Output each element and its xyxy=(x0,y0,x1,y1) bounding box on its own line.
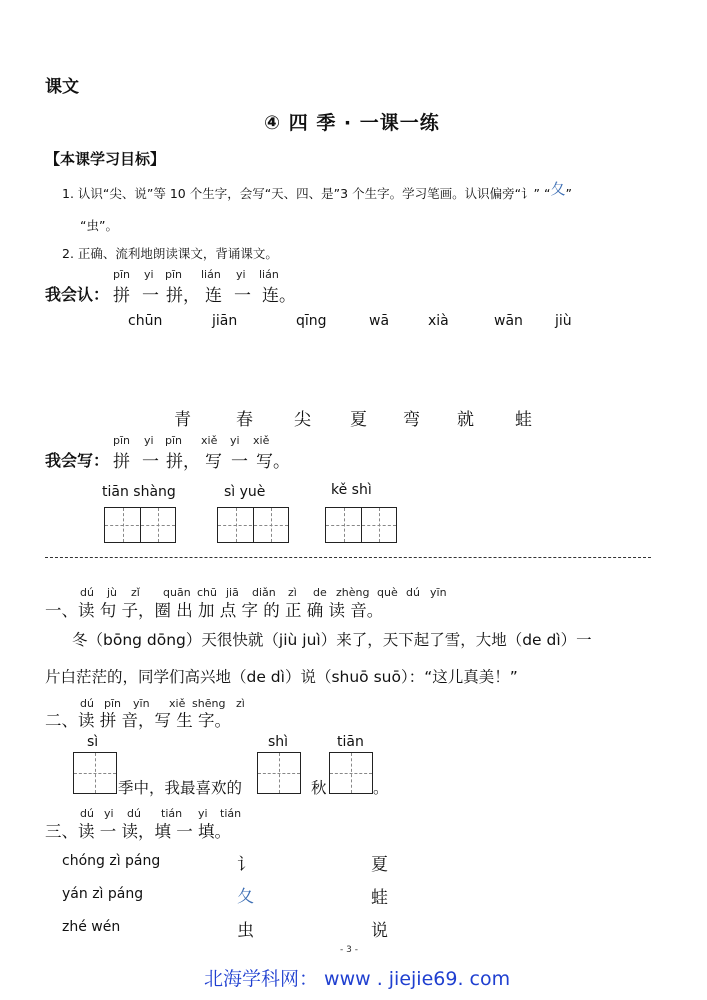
read-pinyin-5: yi xyxy=(236,268,246,281)
goal-1-radical: 夂 xyxy=(550,180,566,198)
q1-pinyin-6: jiā xyxy=(226,586,239,599)
q1-pinyin-5: chū xyxy=(197,586,217,599)
q1-sentence-1: 冬（bōng dōng）天很快就（jiù juì）来了，天下起了雪，大地（de dì）一 xyxy=(72,631,592,649)
write-hanzi-5: 一 xyxy=(231,452,248,472)
goal-1 xyxy=(62,182,572,203)
match-pinyin-7: jiù xyxy=(555,313,572,329)
write-pinyin-6: xiě xyxy=(253,434,270,447)
match-pinyin-3: qīng xyxy=(296,313,327,329)
write-pinyin-5: yi xyxy=(230,434,240,447)
q1-pinyin-12: dú xyxy=(406,586,420,599)
q2-pinyin-6: zì xyxy=(236,697,245,710)
read-pinyin-3: pīn xyxy=(165,268,183,281)
q1-pinyin-3: zǐ xyxy=(131,586,140,599)
match-pinyin-2: jiān xyxy=(212,313,238,329)
write-pinyin-4: xiě xyxy=(201,434,218,447)
read-hanzi-5: 一 xyxy=(234,286,251,306)
q3-pinyin-1: dú xyxy=(80,807,94,820)
q1-pinyin-4: quān xyxy=(163,586,191,599)
write-pinyin-2: yi xyxy=(144,434,154,447)
write-hanzi-4: 写 xyxy=(205,452,222,472)
footer-watermark: 北海学科网： www . jiejie69. com xyxy=(204,968,511,990)
write-grid-siyue[interactable] xyxy=(217,507,289,543)
q2-text-2: 秋 xyxy=(311,779,327,797)
goals-header: 【本课学习目标】 xyxy=(45,150,166,168)
write-grid-pinyin-1: tiān shàng xyxy=(102,484,176,500)
goal-1-text: 1. 认识“尖、说”等 10 个生字，会写“天、四、是”3 个生字。学习笔画。认识偏旁“讠” “ xyxy=(62,186,551,201)
write-label: 我会写： xyxy=(45,451,110,470)
q1-pinyin-11: què xyxy=(377,586,398,599)
write-grid-keshi[interactable] xyxy=(325,507,397,543)
q2-grid-pinyin-2: shì xyxy=(268,734,289,750)
match-char-3: 尖 xyxy=(294,410,311,430)
q2-grid-pinyin-3: tiān xyxy=(337,734,364,750)
q3-pinyin-6: tián xyxy=(220,807,242,820)
read-pinyin-4: lián xyxy=(201,268,221,281)
q3-row-1-pinyin: chóng zì páng xyxy=(62,853,161,869)
q1-pinyin-8: zì xyxy=(288,586,297,599)
match-char-4: 夏 xyxy=(350,410,367,430)
write-pinyin-1: pīn xyxy=(113,434,131,447)
lesson-title: ④ 四 季 · 一课一练 xyxy=(264,112,440,134)
q2-grid-si[interactable] xyxy=(73,752,117,794)
section-label: 课文 xyxy=(45,77,79,97)
q2-title: 二、读 拼 音，写 生 字。 xyxy=(45,711,231,730)
q2-pinyin-4: xiě xyxy=(169,697,186,710)
q2-pinyin-3: yīn xyxy=(133,697,150,710)
q3-pinyin-4: tián xyxy=(161,807,183,820)
page-number: - 3 - xyxy=(340,945,358,955)
q3-pinyin-5: yi xyxy=(198,807,208,820)
q3-row-3-char: 说 xyxy=(371,921,388,941)
read-pinyin-6: lián xyxy=(259,268,279,281)
write-grid-pinyin-2: sì yuè xyxy=(224,484,266,500)
q3-title: 三、读 一 读，填 一 填。 xyxy=(45,822,231,841)
q1-sentence-2: 片白茫茫的，同学们高兴地（de dì）说（shuō suō）：“这儿真美！” xyxy=(45,668,518,686)
write-hanzi-3: 拼， xyxy=(166,452,200,472)
q3-row-2-char: 蛙 xyxy=(371,888,388,908)
q3-pinyin-2: yi xyxy=(104,807,114,820)
read-pinyin-2: yi xyxy=(144,268,154,281)
match-char-6: 就 xyxy=(457,410,474,430)
q3-row-1-char: 夏 xyxy=(371,855,388,875)
read-hanzi-1: 拼 xyxy=(113,286,130,306)
goal-1-cont: “虫”。 xyxy=(80,218,118,233)
q3-row-1-radical: 讠 xyxy=(237,855,254,875)
read-hanzi-3: 拼， xyxy=(166,286,200,306)
q3-row-2-pinyin: yán zì páng xyxy=(62,886,144,902)
q2-pinyin-2: pīn xyxy=(104,697,122,710)
q2-pinyin-1: dú xyxy=(80,697,94,710)
write-hanzi-6: 写。 xyxy=(256,452,290,472)
read-hanzi-4: 连 xyxy=(205,286,222,306)
write-hanzi-1: 拼 xyxy=(113,452,130,472)
match-char-7: 蛙 xyxy=(515,410,532,430)
write-hanzi-2: 一 xyxy=(142,452,159,472)
goal-1-end: ” xyxy=(565,186,572,201)
write-grid-tianshang[interactable] xyxy=(104,507,176,543)
q2-grid-pinyin-1: sì xyxy=(87,734,99,750)
q1-pinyin-10: zhèng xyxy=(336,586,370,599)
q2-text-3: 。 xyxy=(373,779,389,797)
match-pinyin-4: wā xyxy=(369,313,390,329)
match-char-5: 弯 xyxy=(403,410,420,430)
match-pinyin-6: wān xyxy=(494,313,523,329)
write-pinyin-3: pīn xyxy=(165,434,183,447)
q1-pinyin-9: de xyxy=(313,586,327,599)
write-grid-pinyin-3: kě shì xyxy=(331,482,372,498)
q1-title: 一、读 句 子，圈 出 加 点 字 的 正 确 读 音。 xyxy=(45,601,384,620)
read-label: 我会认： xyxy=(45,285,110,304)
q1-pinyin-13: yīn xyxy=(430,586,447,599)
q3-pinyin-3: dú xyxy=(127,807,141,820)
read-hanzi-2: 一 xyxy=(142,286,159,306)
q1-pinyin-7: diǎn xyxy=(252,586,276,599)
read-pinyin-1: pīn xyxy=(113,268,131,281)
q2-grid-shi[interactable] xyxy=(257,752,301,794)
q3-row-3-pinyin: zhé wén xyxy=(62,919,121,935)
q1-pinyin-2: jù xyxy=(107,586,118,599)
q2-pinyin-5: shēng xyxy=(192,697,226,710)
match-pinyin-1: chūn xyxy=(128,313,163,329)
section-divider xyxy=(45,557,651,558)
match-char-1: 青 xyxy=(174,410,191,430)
match-pinyin-5: xià xyxy=(428,313,449,329)
read-hanzi-6: 连。 xyxy=(262,286,296,306)
q2-grid-tian[interactable] xyxy=(329,752,373,794)
q3-row-3-radical: 虫 xyxy=(237,921,254,941)
match-char-2: 春 xyxy=(236,410,253,430)
q2-text-1: 季中，我最喜欢的 xyxy=(118,779,243,797)
q1-pinyin-1: dú xyxy=(80,586,94,599)
goal-2: 2. 正确、流利地朗读课文，背诵课文。 xyxy=(62,246,278,261)
q3-row-2-radical: 夂 xyxy=(237,887,254,907)
